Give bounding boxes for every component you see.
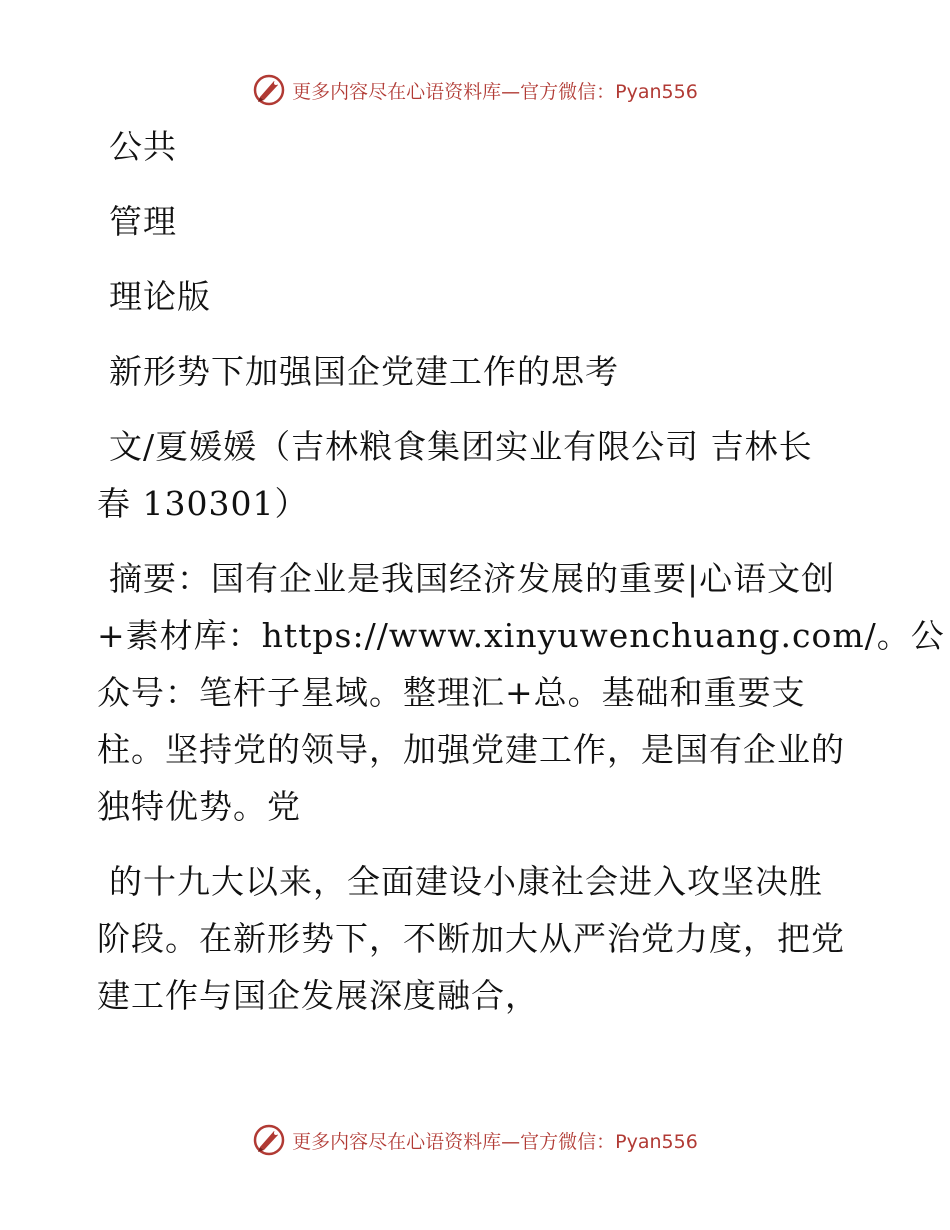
doc-line: 管理 (109, 202, 177, 241)
body-line: 阶段。在新形势下，不断加大从严治党力度，把党 (97, 919, 845, 958)
body-line: 的十九大以来，全面建设小康社会进入攻坚决胜 (109, 862, 823, 901)
article-title: 新形势下加强国企党建工作的思考 (109, 352, 619, 391)
doc-line: 公共 (109, 127, 177, 166)
document-body (97, 118, 945, 1024)
body-line: 建工作与国企发展深度融合， (97, 976, 539, 1015)
abstract-line: 独特优势。党 (97, 787, 301, 826)
pen-logo-icon (252, 73, 286, 107)
abstract-line: +素材库：https://www.xinyuwenchuang.com/。公 (97, 616, 945, 655)
banner-text: 更多内容尽在心语资料库—官方微信：Pyan556 (292, 80, 698, 103)
footer-banner (0, 1120, 950, 1160)
abstract-line: 摘要：国有企业是我国经济发展的重要|心语文创 (109, 559, 836, 598)
author-line: 春 130301） (97, 484, 309, 523)
doc-line: 理论版 (109, 277, 211, 316)
header-banner (0, 70, 950, 110)
abstract-line: 众号：笔杆子星域。整理汇+总。基础和重要支 (97, 673, 806, 712)
abstract-line: 柱。坚持党的领导，加强党建工作，是国有企业的 (97, 730, 845, 769)
pen-logo-icon (252, 1123, 286, 1157)
author-line: 文/夏媛媛（吉林粮食集团实业有限公司 吉林长 (109, 427, 813, 466)
banner-text: 更多内容尽在心语资料库—官方微信：Pyan556 (292, 1130, 698, 1153)
